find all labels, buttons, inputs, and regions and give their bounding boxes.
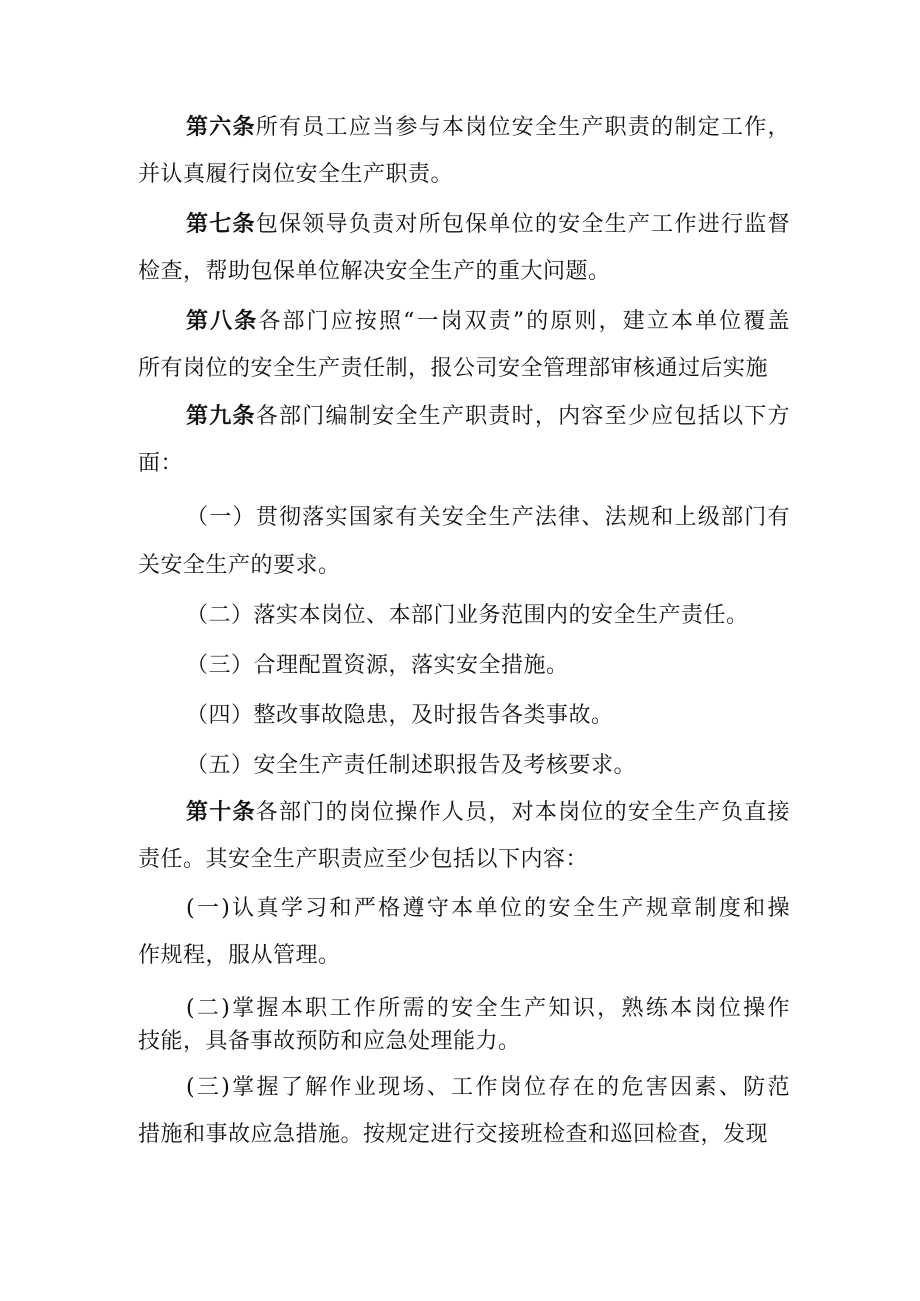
- article-9-item-1-line-1: [186, 500, 790, 536]
- article-9-item-2: [186, 598, 790, 634]
- article-9-title: 第九条: [186, 404, 256, 429]
- article-8-text-2: 所有岗位的安全生产责任制，报公司安全管理部审核通过后实施: [138, 356, 769, 381]
- article-7-line-1: [186, 207, 790, 243]
- article-9-item-1-line-2: [138, 548, 790, 584]
- article-7-text-2: 检查，帮助包保单位解决安全生产的重大问题。: [138, 259, 611, 284]
- article-9-item-3: [186, 648, 790, 684]
- article-10-text-1: 各部门的岗位操作人员，对本岗位的安全生产负直接: [255, 800, 790, 825]
- article-7-title: 第七条: [186, 212, 256, 237]
- article-10-item-1-line-1: [186, 891, 790, 927]
- article-8-line-1: [186, 304, 790, 340]
- article-10-line-1: [186, 795, 790, 831]
- article-9-item-text: （四）整改事故隐患，及时报告各类事故。: [186, 703, 614, 728]
- article-6-title: 第六条: [186, 115, 256, 140]
- article-10-item-2-line-1: [186, 991, 790, 1027]
- article-6-text-1: 所有员工应当参与本岗位安全生产职责的制定工作，: [255, 115, 790, 140]
- article-10-item-3-line-2: [138, 1117, 790, 1153]
- article-9-item-text: （五）安全生产责任制述职报告及考核要求。: [186, 753, 637, 778]
- article-10-line-2: [138, 842, 790, 878]
- article-6-line-1: [186, 110, 790, 146]
- article-9-line-1: [186, 399, 790, 435]
- article-8-title: 第八条: [186, 309, 259, 334]
- article-10-title: 第十条: [186, 800, 256, 825]
- article-7-line-2: [138, 254, 790, 290]
- article-8-line-2: [138, 351, 790, 387]
- article-7-text-1: 包保领导负责对所包保单位的安全生产工作进行监督: [255, 212, 790, 237]
- article-10-item-text: (三)掌握了解作业现场、工作岗位存在的危害因素、防范: [186, 1075, 790, 1100]
- article-6-line-2: [138, 157, 790, 193]
- article-9-line-2: [138, 446, 790, 482]
- article-6-text-2: 并认真履行岗位安全生产职责。: [138, 162, 454, 187]
- article-9-item-text: 关安全生产的要求。: [138, 553, 341, 578]
- article-8-text-1: 各部门应按照“一岗双责”的原则，建立本单位覆盖: [258, 309, 790, 334]
- article-10-item-2-line-2: [138, 1024, 790, 1060]
- article-9-text-1: 各部门编制安全生产职责时，内容至少应包括以下方: [255, 404, 790, 429]
- article-10-item-text: 措施和事故应急措施。按规定进行交接班检查和巡回检查，发现: [138, 1122, 769, 1147]
- article-9-item-4: [186, 698, 790, 734]
- article-10-item-text: 技能，具备事故预防和应急处理能力。: [138, 1029, 521, 1054]
- article-10-item-text: 作规程，服从管理。: [138, 943, 341, 968]
- article-9-item-text: （二）落实本岗位、本部门业务范围内的安全生产责任。: [186, 603, 749, 628]
- article-9-item-text: （三）合理配置资源，落实安全措施。: [186, 653, 569, 678]
- article-10-text-2: 责任。其安全生产职责应至少包括以下内容：: [138, 847, 589, 872]
- article-9-item-text: （一）贯彻落实国家有关安全生产法律、法规和上级部门有: [186, 505, 790, 530]
- article-9-text-2: 面：: [138, 451, 184, 476]
- article-10-item-3-line-1: [186, 1070, 790, 1106]
- article-10-item-text: (二)掌握本职工作所需的安全生产知识，熟练本岗位操作: [186, 996, 790, 1021]
- article-9-item-5: [186, 748, 790, 784]
- article-10-item-1-line-2: [138, 938, 790, 974]
- article-10-item-text: (一)认真学习和严格遵守本单位的安全生产规章制度和操: [186, 896, 790, 921]
